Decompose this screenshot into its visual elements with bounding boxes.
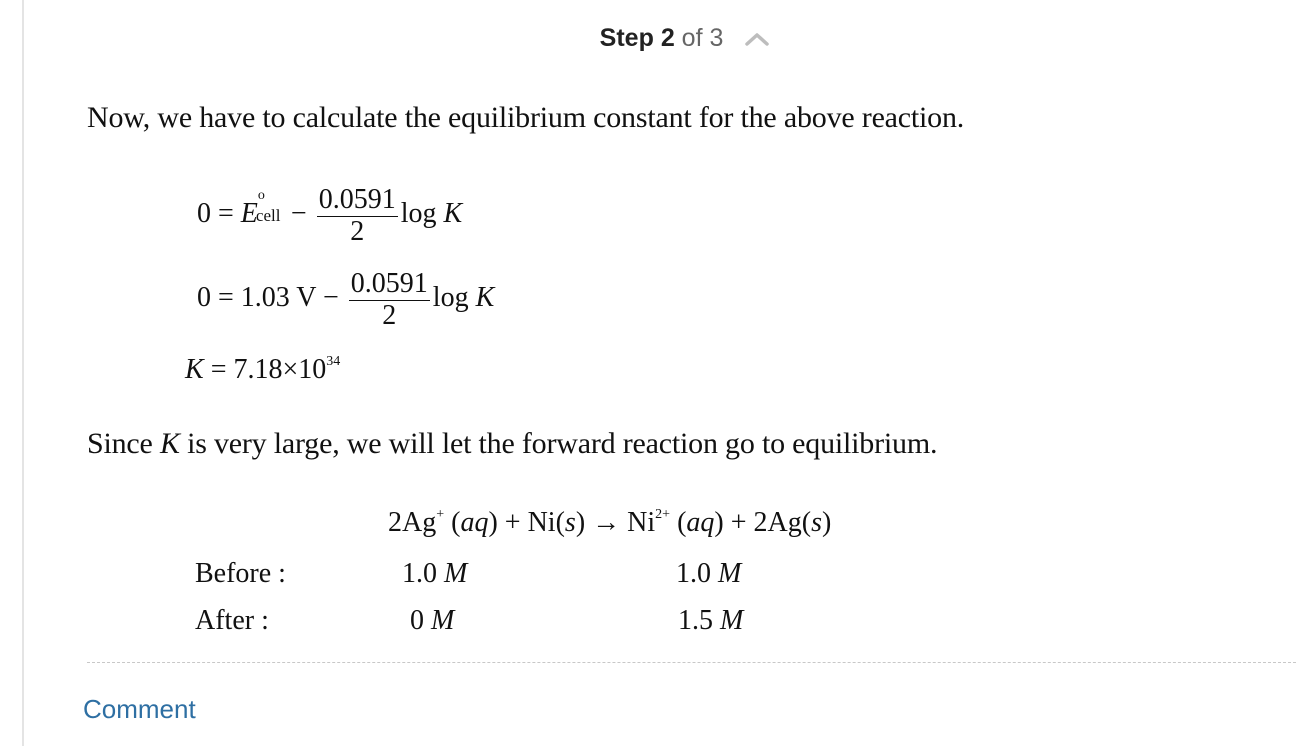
after-ni-number: 1.5 [678, 605, 713, 636]
rxn-part7: ) [821, 507, 832, 538]
before-ag-number: 1.0 [402, 558, 437, 589]
rxn-part4: ) → Ni [575, 507, 656, 538]
rxn-aq2: aq [686, 507, 715, 538]
eq1-numerator: 0.0591 [318, 184, 396, 215]
equation-substituted [197, 268, 494, 331]
before-ag-value [402, 558, 467, 590]
section-divider [87, 662, 1296, 663]
eq3-exponent: 34 [326, 354, 341, 369]
unit-m: M [720, 605, 744, 636]
after-label: After : [195, 605, 269, 636]
para2-K: K [159, 427, 180, 460]
unit-m: M [431, 605, 455, 636]
equation-result [185, 354, 340, 386]
rxn-aq1: aq [460, 507, 489, 538]
comment-link[interactable]: Comment [83, 694, 196, 724]
rxn-part6: ) + 2Ag( [714, 507, 812, 538]
step-total: of 3 [681, 24, 724, 52]
para2-after: is very large, we will let the forward reaction go to equilibrium. [179, 427, 938, 460]
eq2-denominator: 2 [382, 300, 397, 331]
left-border [22, 0, 24, 746]
after-ag-number: 0 [410, 605, 424, 636]
rxn-s2: s [811, 507, 822, 538]
equation-nernst [197, 184, 462, 247]
rxn-part5: ( [670, 507, 687, 538]
intro-paragraph: Now, we have to calculate the equilibrium constant for the above reaction. [87, 101, 965, 134]
eq1-log: log [400, 197, 444, 229]
eq3-K: K [185, 354, 204, 385]
rxn-s1: s [564, 507, 576, 538]
unit-m: M [718, 558, 742, 589]
step-header [0, 24, 1296, 54]
eq2-log: log [432, 281, 476, 313]
eq1-lhs: 0 = [197, 197, 241, 229]
rxn-part3: ) + Ni( [488, 507, 565, 538]
after-ag-value [410, 605, 454, 637]
eq1-K: K [443, 197, 463, 229]
step-word: Step [599, 24, 654, 52]
rxn-ag: 2Ag [388, 507, 437, 538]
eq1-minus: − [283, 197, 314, 229]
before-label: Before : [195, 558, 286, 589]
eq2-lhs: 0 = 1.03 V − [197, 281, 346, 313]
eq3-rhs: = 7.18×10 [203, 354, 327, 385]
eq1-fraction [317, 184, 398, 247]
before-ni-number: 1.0 [676, 558, 711, 589]
reaction-equation [388, 507, 831, 539]
eq2-K: K [475, 281, 495, 313]
step-number: 2 [660, 24, 675, 52]
eq1-E-sup: o [257, 187, 265, 203]
eq2-numerator: 0.0591 [350, 268, 428, 299]
unit-m: M [444, 558, 468, 589]
rxn-ni-charge: 2+ [655, 507, 671, 522]
since-paragraph [87, 427, 937, 461]
rxn-part2: ( [444, 507, 461, 538]
rxn-ag-charge: + [436, 507, 445, 522]
after-ni-value [678, 605, 743, 637]
eq1-E-sub: cell [255, 205, 281, 225]
before-ni-value [676, 558, 741, 590]
chevron-up-icon[interactable] [744, 25, 770, 54]
eq1-E: E [240, 197, 258, 229]
para2-before: Since [87, 427, 160, 460]
eq2-fraction [349, 268, 430, 331]
eq1-denominator: 2 [350, 216, 365, 247]
